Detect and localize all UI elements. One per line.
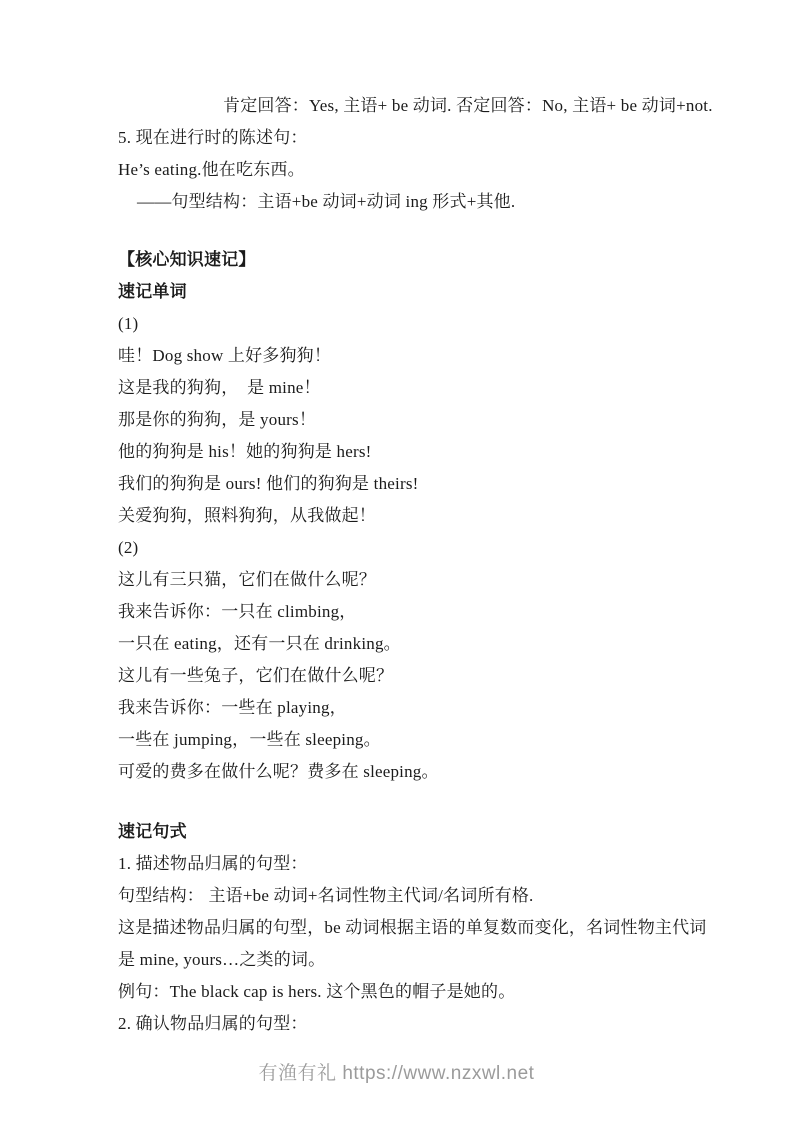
- doc-line: 这是描述物品归属的句型，be 动词根据主语的单复数而变化，名词性物主代词: [118, 918, 707, 937]
- doc-line: 速记句式: [118, 822, 187, 841]
- doc-line: (2): [118, 538, 139, 557]
- doc-line: 5. 现在进行时的陈述句：: [118, 128, 308, 147]
- doc-line: 例句：The black cap is hers. 这个黑色的帽子是她的。: [118, 982, 516, 1001]
- doc-line: 速记单词: [118, 282, 187, 301]
- doc-line: 一只在 eating，还有一只在 drinking。: [118, 634, 401, 653]
- doc-line: 关爱狗狗，照料狗狗，从我做起！: [118, 506, 376, 525]
- page-footer: [0, 1058, 793, 1085]
- doc-line: 这儿有三只猫，它们在做什么呢？: [118, 570, 376, 589]
- doc-line: (1): [118, 314, 139, 333]
- doc-line: 肯定回答：Yes, 主语+ be 动词. 否定回答：No, 主语+ be 动词+not.: [223, 96, 713, 115]
- document-body: [118, 90, 778, 1040]
- doc-line: 这儿有一些兔子，它们在做什么呢？: [118, 666, 394, 685]
- doc-line: 我来告诉你：一只在 climbing，: [118, 602, 357, 621]
- footer-watermark: 有渔有礼 https://www.nzxwl.net: [258, 1063, 535, 1084]
- doc-line: 那是你的狗狗，是 yours！: [118, 410, 317, 429]
- doc-line: 是 mine, yours…之类的词。: [118, 950, 326, 969]
- doc-line: 这是我的狗狗， 是 mine！: [118, 378, 321, 397]
- doc-line: 他的狗狗是 his！她的狗狗是 hers!: [118, 442, 372, 461]
- doc-line: 2. 确认物品归属的句型：: [118, 1014, 308, 1033]
- doc-line: 可爱的费多在做什么呢？费多在 sleeping。: [118, 762, 439, 781]
- doc-line: 哇！Dog show 上好多狗狗！: [118, 346, 332, 365]
- doc-line: 我们的狗狗是 ours! 他们的狗狗是 theirs!: [118, 474, 419, 493]
- doc-line: 一些在 jumping，一些在 sleeping。: [118, 730, 381, 749]
- doc-line: ——句型结构：主语+be 动词+动词 ing 形式+其他.: [137, 192, 516, 211]
- doc-line: 【核心知识速记】: [118, 250, 256, 269]
- doc-line: 1. 描述物品归属的句型：: [118, 854, 308, 873]
- doc-line: 句型结构： 主语+be 动词+名词性物主代词/名词所有格.: [118, 886, 534, 905]
- doc-line: He’s eating.他在吃东西。: [118, 160, 305, 179]
- doc-line: 我来告诉你：一些在 playing，: [118, 698, 347, 717]
